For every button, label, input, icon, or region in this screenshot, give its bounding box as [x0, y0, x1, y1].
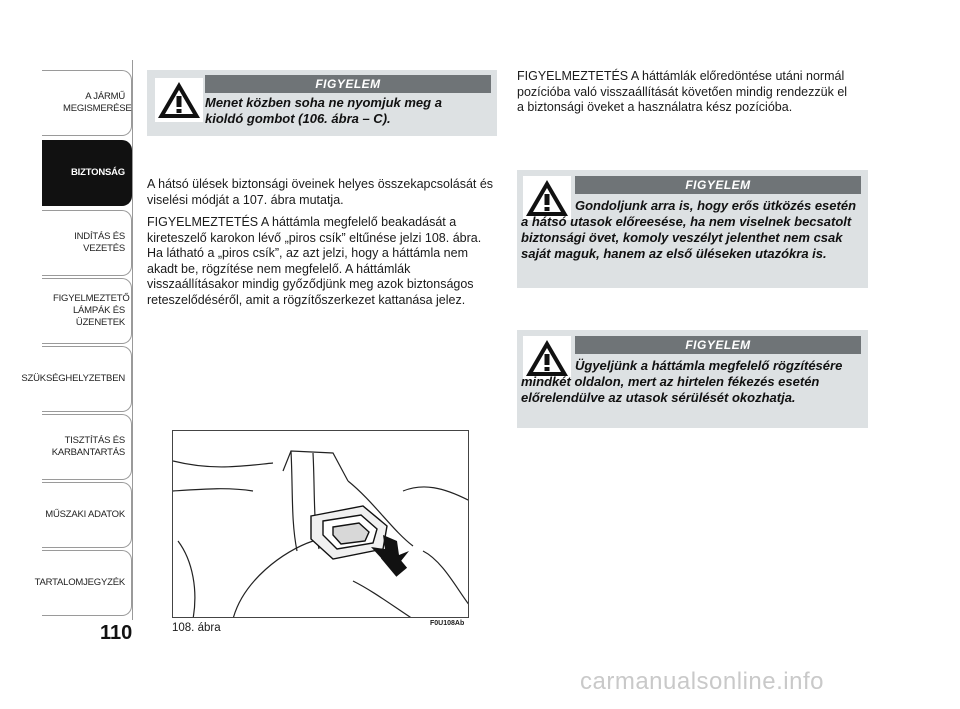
- warning-triangle-icon: [155, 78, 203, 122]
- warning-heading: FIGYELEM: [575, 176, 861, 194]
- tab-label: MŰSZAKI ADATOK: [45, 509, 125, 520]
- sidebar-divider: [132, 60, 133, 620]
- tab-label: TARTALOMJEGYZÉK: [34, 577, 125, 588]
- tab-muszaki-adatok[interactable]: [42, 482, 132, 548]
- figure-caption: 108. ábra: [172, 622, 221, 634]
- left-column: [147, 177, 497, 315]
- tab-label: BIZTONSÁG: [71, 167, 125, 178]
- figure-code: F0U108Ab: [430, 620, 465, 627]
- warning-box-1: [147, 70, 497, 136]
- tab-figyelmezteto-lampak[interactable]: [42, 278, 132, 344]
- seat-latch-illustration: [173, 431, 469, 618]
- page-number: 110: [100, 622, 133, 644]
- figure-108: [172, 430, 469, 618]
- tab-tartalomjegyzek[interactable]: [34, 550, 132, 616]
- tab-label: INDÍTÁS ÉS VEZETÉS: [74, 231, 125, 254]
- warning-text: Gondoljunk arra is, hogy erős ütközés esetén a hátsó utasok előreesése, ha nem viselnek becsatolt biztonsági övet, komoly veszélyt jelenthet nem csak saját maguk, hanem az első üléseken utazókra is.: [521, 198, 857, 261]
- tab-label: A JÁRMŰ MEGISMERÉSE: [63, 91, 132, 114]
- paragraph: A hátsó ülések biztonsági öveinek helyes összekapcsolását és viselési módját a 107. ábra mutatja.: [147, 177, 494, 207]
- watermark: carmanualsonline.info: [580, 668, 824, 695]
- paragraph: FIGYELMEZTETÉS A háttámlák előredöntése utáni normál pozícióba való visszaállítását követően mindig rendezzük el a biztonsági öveket a használatra kész pozícióba.: [517, 69, 848, 114]
- paragraph: FIGYELMEZTETÉS A háttámla megfelelő beakadását a kireteszelő karokon lévő „piros csík” eltűnése jelzi 108. ábra. Ha látható a „piros csík”, az azt jelzi, hogy a háttámla nem akadt be, rögzítése nem megfelelő. A háttámlák visszaállításakor mindig győződjünk meg azok biztonságos reteszelődéséről, amit a rögzítőszerkezet kattanása jelez.: [147, 215, 482, 307]
- tab-label: FIGYELMEZTETŐ LÁMPÁK ÉS ÜZENETEK: [53, 293, 130, 328]
- warning-text: Menet közben soha ne nyomjuk meg a kioldó gombot (106. ábra – C).: [205, 95, 442, 126]
- warning-heading: FIGYELEM: [575, 336, 861, 354]
- tab-tisztitas-es-karbantartas[interactable]: [42, 414, 132, 480]
- tab-label: TISZTÍTÁS ÉS KARBANTARTÁS: [51, 435, 125, 458]
- warning-heading: FIGYELEM: [205, 75, 491, 93]
- tab-szukseghelyzetben[interactable]: [21, 346, 132, 412]
- tab-inditas-es-vezetes[interactable]: [42, 210, 132, 276]
- warning-text: Ügyeljünk a háttámla megfelelő rögzítésére mindkét oldalon, mert az hirtelen fékezés esetén előrelendülve az utasok sérülését okozhatja.: [521, 358, 843, 405]
- warning-box-3: [517, 330, 868, 428]
- right-column: [517, 69, 857, 123]
- tab-a-jarmu-megismerese[interactable]: [42, 70, 132, 136]
- tab-label: SZÜKSÉGHELYZETBEN: [21, 373, 125, 384]
- tab-biztonsag[interactable]: [42, 140, 132, 206]
- warning-box-2: [517, 170, 868, 288]
